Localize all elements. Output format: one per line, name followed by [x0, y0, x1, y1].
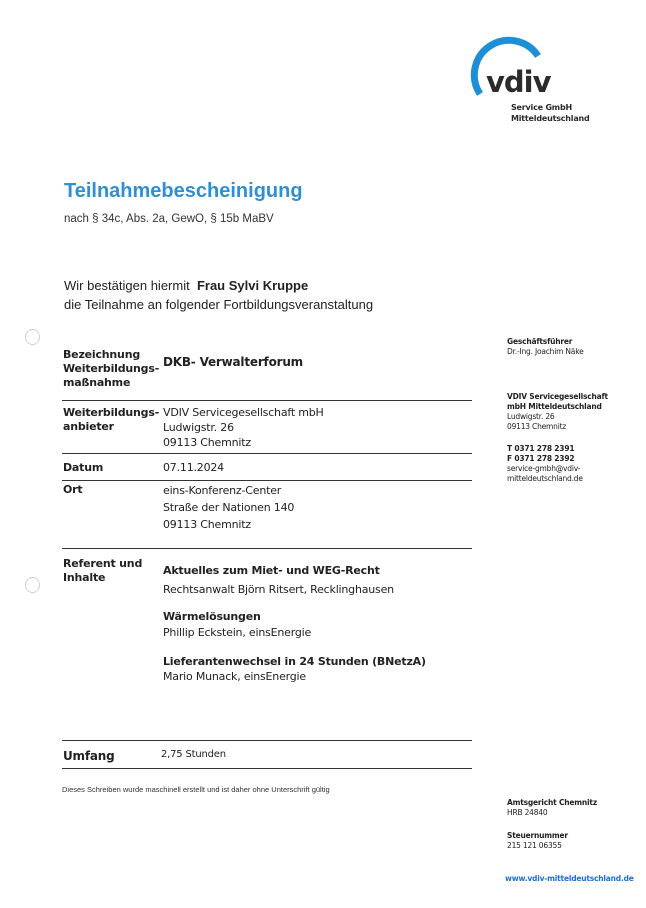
label-bezeichnung: Bezeichnung Weiterbildungs- maßnahme	[63, 348, 160, 389]
page-subtitle: nach § 34c, Abs. 2a, GewO, § 15b MaBV	[64, 213, 274, 225]
vdiv-logo	[466, 36, 566, 106]
topic-title: Aktuelles zum Miet- und WEG-Recht	[163, 564, 380, 577]
divider	[62, 480, 472, 481]
confirmation-line-1	[64, 278, 308, 293]
divider	[62, 548, 472, 549]
confirmation-prefix: Wir bestätigen hiermit	[64, 278, 190, 293]
divider	[62, 768, 472, 769]
topic-title: Lieferantenwechsel in 24 Stunden (BNetzA)	[163, 655, 426, 668]
divider	[62, 740, 472, 741]
punch-hole-top	[25, 329, 40, 345]
website-link[interactable]: www.vdiv-mitteldeutschland.de	[505, 874, 634, 883]
topic-title: Wärmelösungen	[163, 610, 261, 623]
logo-wordmark: vdiv	[486, 65, 551, 99]
sidebar-contact: T 0371 278 2391 F 0371 278 2392 service-gmbh@vdiv- mitteldeutschland.de	[507, 444, 583, 483]
value-bezeichnung: DKB- Verwalterforum	[163, 355, 303, 369]
machine-generated-note: Dieses Schreiben wurde maschinell erstellt und ist daher ohne Unterschrift gültig	[62, 785, 330, 794]
topic-speaker: Rechtsanwalt Björn Ritsert, Recklinghausen	[163, 583, 394, 596]
divider	[62, 453, 472, 454]
value-datum: 07.11.2024	[163, 461, 224, 474]
participant-name: Frau Sylvi Kruppe	[196, 278, 309, 293]
logo-line-region: Mitteldeutschland	[511, 114, 590, 123]
logo-line-service: Service GmbH	[511, 103, 572, 112]
label-umfang: Umfang	[63, 749, 115, 763]
sidebar-address: VDIV Servicegesellschaft mbH Mitteldeutschland Ludwigstr. 26 09113 Chemnitz	[507, 392, 608, 431]
label-referent: Referent und Inhalte	[63, 557, 143, 584]
sidebar-tax: Steuernummer 215 121 06355	[507, 831, 568, 850]
value-umfang: 2,75 Stunden	[161, 749, 226, 760]
label-datum: Datum	[63, 461, 104, 474]
punch-hole-bottom	[25, 577, 40, 593]
sidebar-management: Geschäftsführer Dr.-Ing. Joachim Näke	[507, 337, 584, 356]
value-ort: eins-Konferenz-Center Straße der Nationen 140 09113 Chemnitz	[163, 484, 295, 531]
label-anbieter: Weiterbildungs- anbieter	[63, 406, 160, 433]
page-title: Teilnahmebescheinigung	[64, 180, 303, 202]
confirmation-line-2: die Teilnahme an folgender Fortbildungsveranstaltung	[64, 297, 374, 312]
divider	[62, 400, 472, 401]
topic-speaker: Mario Munack, einsEnergie	[163, 670, 306, 683]
sidebar-court: Amtsgericht Chemnitz HRB 24840	[507, 798, 597, 817]
value-anbieter: VDIV Servicegesellschaft mbH Ludwigstr. 26 09113 Chemnitz	[163, 406, 324, 449]
topic-speaker: Phillip Eckstein, einsEnergie	[163, 626, 312, 639]
label-ort: Ort	[63, 483, 83, 496]
